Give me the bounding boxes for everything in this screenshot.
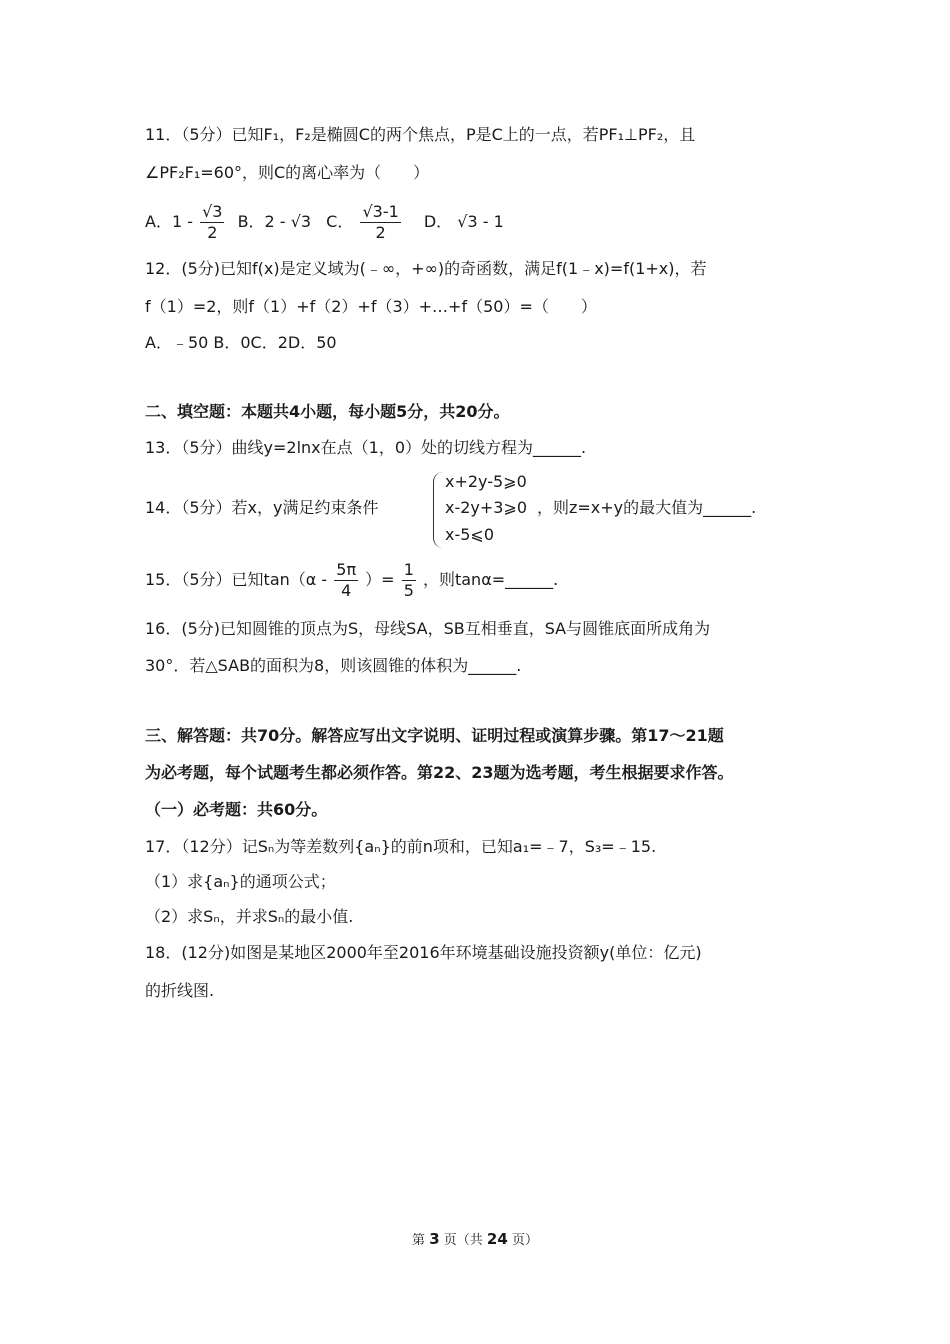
footer-post: 页）	[511, 1233, 538, 1248]
option-a-numerator: √3	[202, 202, 223, 221]
q15-angle-denominator: 4	[341, 581, 352, 600]
q17-line1: 17．（12分）记Sₙ为等差数列{aₙ}的前n项和，已知a₁=﹣7，S₃=﹣15.	[145, 837, 657, 856]
q11-line1: 11．（5分）已知F₁，F₂是椭圆C的两个焦点，P是C上的一点，若PF₁⊥PF₂，且	[145, 125, 696, 144]
option-c-label: C．	[326, 212, 354, 231]
constraint-2: x-2y+3⩾0	[445, 498, 528, 517]
section3-line2: 为必考题，每个试题考生都必须作答。第22、23题为选考题，考生根据要求作答。	[145, 763, 734, 782]
q15	[145, 558, 558, 602]
option-b-radical: √3	[290, 212, 312, 231]
q14-prefix: 14．（5分）若x，y满足约束条件	[145, 498, 379, 517]
option-a-fraction	[200, 202, 224, 243]
footer-page-number: 3	[429, 1230, 440, 1248]
option-d-radical: √3	[457, 212, 478, 231]
option-c-denominator: 2	[375, 223, 386, 242]
q15-rhs-denominator: 5	[403, 581, 414, 600]
option-a-denominator: 2	[207, 223, 218, 242]
q11-line2: ∠PF₂F₁=60°，则C的离心率为（ ）	[145, 163, 430, 182]
q18-line1: 18．(12分)如图是某地区2000年至2016年环境基础设施投资额y(单位：亿元)	[145, 943, 702, 962]
q15-angle-fraction	[334, 560, 358, 601]
q16-line1: 16．(5分)已知圆锥的顶点为S，母线SA，SB互相垂直，SA与圆锥底面所成角为	[145, 619, 711, 638]
section2-heading: 二、填空题：本题共4小题，每小题5分，共20分。	[145, 402, 510, 421]
q12-line2: f（1）=2，则f（1）+f（2）+f（3）+…+f（50）=（ ）	[145, 297, 597, 316]
constraint-3: x-5⩽0	[445, 525, 495, 544]
q17-part2: （2）求Sₙ，并求Sₙ的最小值.	[145, 907, 354, 926]
footer-pre: 第	[412, 1233, 426, 1248]
q15-rhs-fraction	[402, 560, 416, 601]
page-footer	[0, 1229, 950, 1248]
q12-line1: 12．(5分)已知f(x)是定义域为(﹣∞，+∞)的奇函数，满足f(1﹣x)=f(1+x)，若	[145, 259, 707, 278]
q17-part1: （1）求{aₙ}的通项公式；	[145, 872, 336, 891]
footer-mid: 页（共	[443, 1233, 483, 1248]
section3-line3: （一）必考题：共60分。	[145, 800, 328, 819]
q15-mid: ）=	[365, 570, 395, 589]
q15-prefix: 15．（5分）已知tan（α -	[145, 570, 328, 589]
q18-line2: 的折线图.	[145, 981, 215, 1000]
q15-rhs-numerator: 1	[403, 560, 414, 579]
option-b-label: B．2 -	[237, 212, 286, 231]
constraint-1: x+2y-5⩾0	[445, 472, 527, 491]
option-d-label: D．	[423, 212, 453, 231]
option-c-numerator: √3-1	[362, 202, 399, 221]
q11-options	[145, 200, 504, 244]
q12-options: A．﹣50 B．0C．2D．50	[145, 333, 337, 352]
q15-suffix: ，则tanα=______.	[422, 570, 559, 589]
q13-text: 13．（5分）曲线y=2lnx在点（1，0）处的切线方程为______.	[145, 438, 587, 457]
q14-suffix: ，则z=x+y的最大值为______.	[537, 498, 757, 517]
option-c-fraction	[360, 202, 400, 243]
q16-line2: 30°．若△SAB的面积为8，则该圆锥的体积为______.	[145, 656, 522, 675]
option-d-tail: - 1	[482, 212, 504, 231]
footer-total-pages: 24	[486, 1230, 508, 1248]
option-a-label: A．1 -	[145, 212, 193, 231]
section3-line1: 三、解答题：共70分。解答应写出文字说明、证明过程或演算步骤。第17～21题	[145, 726, 724, 745]
q15-angle-numerator: 5π	[336, 560, 357, 579]
